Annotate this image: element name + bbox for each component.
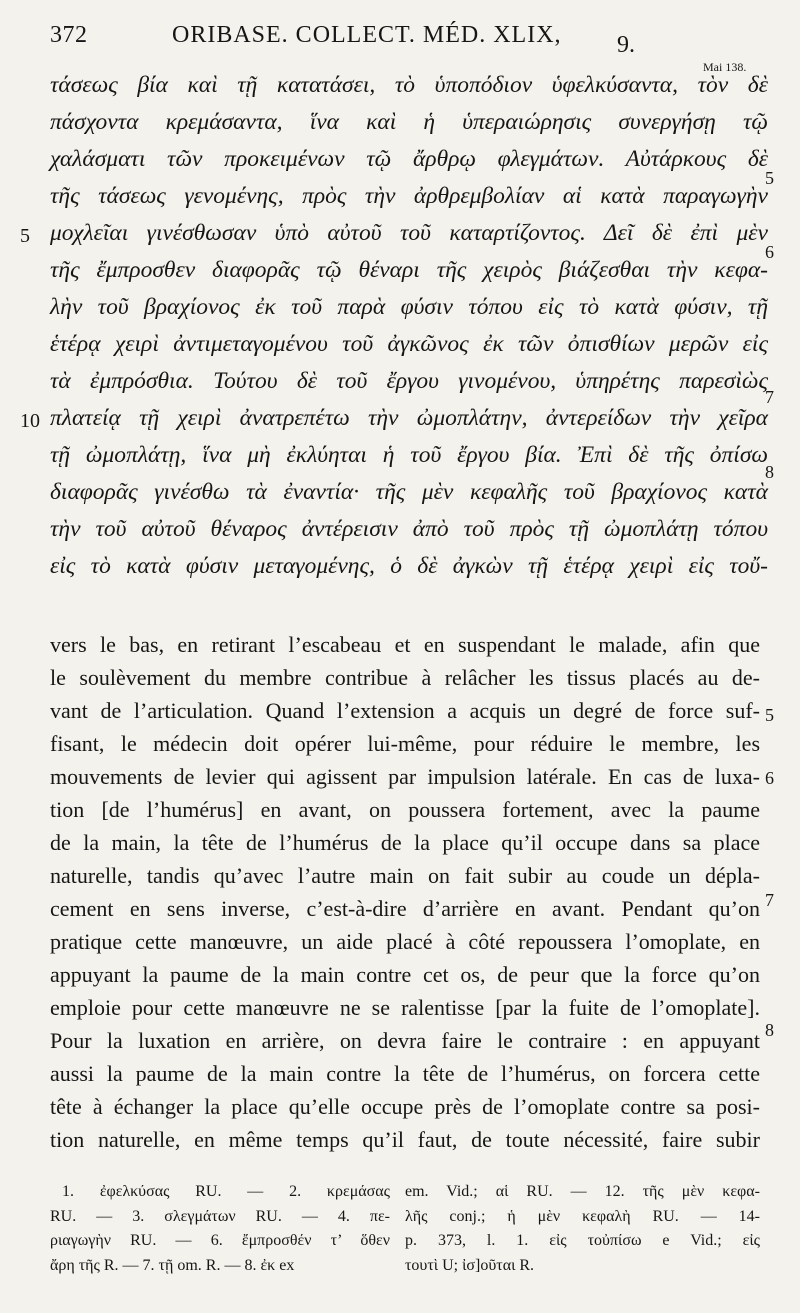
line-number-right: 5 xyxy=(765,705,774,725)
greek-line: τῇ ὠμοπλάτῃ, ἵνα μὴ ἐκλύηται ἡ τοῦ ἔργου βία. Ἐπὶ δὲ τῆς ὀπίσω xyxy=(50,442,768,468)
french-line: vers le bas, en retirant l’escabeau et en suspendant le malade, afin que xyxy=(50,632,760,657)
french-line: cement en sens inverse, c’est-à-dire d’arrière en avant. Pendant qu’on xyxy=(50,896,760,921)
greek-line: τὰ ἐμπρόσθια. Τούτου δὲ τοῦ ἔργου γινομένου, ὑπηρέτης παρεσὶὼς xyxy=(50,368,768,394)
footnote-line: τουτὶ U; ἰσ]οῦται R. xyxy=(405,1256,535,1274)
greek-line: χαλάσματι τῶν προκειμένων τῷ ἄρθρῳ φλεγμάτων. Αὐτάρκους δὲ xyxy=(50,146,768,172)
line-number-right: 8 xyxy=(765,462,774,482)
footnote-line: em. Vid.; αἱ RU. — 12. τῆς μὲν κεφα- xyxy=(405,1183,760,1200)
line-number-left: 10 xyxy=(20,410,40,432)
line-number-right: 8 xyxy=(765,1020,774,1040)
french-line: mouvements de levier qui agissent par impulsion latérale. En cas de luxa- xyxy=(50,764,760,789)
line-number-right: 6 xyxy=(765,242,774,262)
greek-line: ἑτέρᾳ χειρὶ ἀντιμεταγομένου τοῦ ἀγκῶνος ἐκ τῶν ὀπισθίων μερῶν εἰς xyxy=(50,331,768,357)
french-line: pratique cette manœuvre, un aide placé à côté repoussera l’omoplate, en xyxy=(50,929,760,954)
footnote-line: λῆς conj.; ἡ μὲν κεφαλὴ RU. — 14- xyxy=(405,1207,760,1225)
greek-line: διαφορᾶς γινέσθω τὰ ἐναντία· τῆς μὲν κεφαλῆς τοῦ βραχίονος κατὰ xyxy=(50,479,768,505)
footnotes-right-column xyxy=(405,1180,760,1278)
footnote-line: ἄρη τῆς R. — 7. τῇ om. R. — 8. ἐκ ex xyxy=(50,1256,295,1274)
footnote-line: RU. — 3. σλεγμάτων RU. — 4. πε- xyxy=(50,1207,390,1225)
french-line: tion naturelle, en même temps qu’il faut, de toute nécessité, faire subir xyxy=(50,1127,760,1152)
greek-line: τῆς ἔμπροσθεν διαφορᾶς τῷ θέναρι τῆς χειρὸς βιάζεσθαι τὴν κεφα- xyxy=(50,257,768,283)
chapter-number: 9. xyxy=(617,32,635,58)
greek-line: τάσεως βία καὶ τῇ κατατάσει, τὸ ὑποπόδιον ὑφελκύσαντα, τὸν δὲ xyxy=(50,72,768,98)
line-number-right: 6 xyxy=(765,768,774,788)
french-line: naturelle, tandis qu’avec l’autre main on fait subir au coude un dépla- xyxy=(50,863,760,888)
footnote-line: ριαγωγὴν RU. — 6. ἔμπροσθέν τ’ ὅθεν xyxy=(50,1232,390,1249)
french-line: tion [de l’humérus] en avant, on poussera fortement, avec la paume xyxy=(50,797,760,822)
footnote-line: p. 373, l. 1. εἰς τοὐπίσω e Vid.; εἰς xyxy=(405,1232,760,1249)
line-number-left: 5 xyxy=(20,225,30,247)
margin-reference: Mai 138. xyxy=(703,60,747,74)
french-line: le soulèvement du membre contribue à relâcher les tissus placés au de- xyxy=(50,665,760,690)
footnotes-left-column xyxy=(50,1180,390,1278)
greek-line: λὴν τοῦ βραχίονος ἐκ τοῦ παρὰ φύσιν τόπου εἰς τὸ κατὰ φύσιν, τῇ xyxy=(50,294,768,320)
french-line: vant de l’articulation. Quand l’extension a acquis un degré de force suf- xyxy=(50,698,760,723)
french-line: Pour la luxation en arrière, on devra faire le contraire : en appuyant xyxy=(50,1028,760,1053)
footnote-line: 1. ἐφελκύσας RU. — 2. κρεμάσας xyxy=(62,1183,390,1200)
french-line: aussi la paume de la main contre la tête de l’humérus, on forcera cette xyxy=(50,1061,760,1086)
greek-line: τὴν τοῦ αὐτοῦ θέναρος ἀντέρεισιν ἀπὸ τοῦ πρὸς τῇ ὠμοπλάτῃ τόπου xyxy=(50,516,768,542)
greek-line: εἰς τὸ κατὰ φύσιν μεταγομένης, ὁ δὲ ἀγκὼν τῇ ἑτέρᾳ χειρὶ εἰς τοὔ- xyxy=(50,553,768,579)
greek-line: μοχλεῖαι γινέσθωσαν ὑπὸ αὐτοῦ τοῦ καταρτίζοντος. Δεῖ δὲ ἐπὶ μὲν xyxy=(50,220,768,246)
greek-line: πλατείᾳ τῇ χειρὶ ἀνατρεπέτω τὴν ὠμοπλάτην, ἀντερείδων τὴν χεῖρα xyxy=(50,405,768,431)
page-number: 372 xyxy=(50,22,88,48)
running-header xyxy=(0,18,800,58)
french-line: emploie pour cette manœuvre ne se ralentisse [par la fuite de l’omoplate]. xyxy=(50,995,760,1020)
french-line: appuyant la paume de la main contre cet os, de peur que la force qu’on xyxy=(50,962,760,987)
french-line: tête à échanger la place qu’elle occupe près de l’omoplate contre sa posi- xyxy=(50,1094,760,1119)
greek-line: τῆς τάσεως γενομένης, πρὸς τὴν ἀρθρεμβολίαν αἱ κατὰ παραγωγὴν xyxy=(50,183,768,209)
line-number-right: 5 xyxy=(765,168,774,188)
line-number-right: 7 xyxy=(765,387,774,407)
line-number-right: 7 xyxy=(765,890,774,910)
french-line: fisant, le médecin doit opérer lui-même, pour réduire le membre, les xyxy=(50,731,760,756)
greek-line: πάσχοντα κρεμάσαντα, ἵνα καὶ ἡ ὑπεραιώρησις συνεργήσῃ τῷ xyxy=(50,109,768,135)
running-title: ORIBASE. COLLECT. MÉD. XLIX, xyxy=(172,22,562,48)
french-line: de la main, la tête de l’humérus de la place qu’il occupe dans sa place xyxy=(50,830,760,855)
